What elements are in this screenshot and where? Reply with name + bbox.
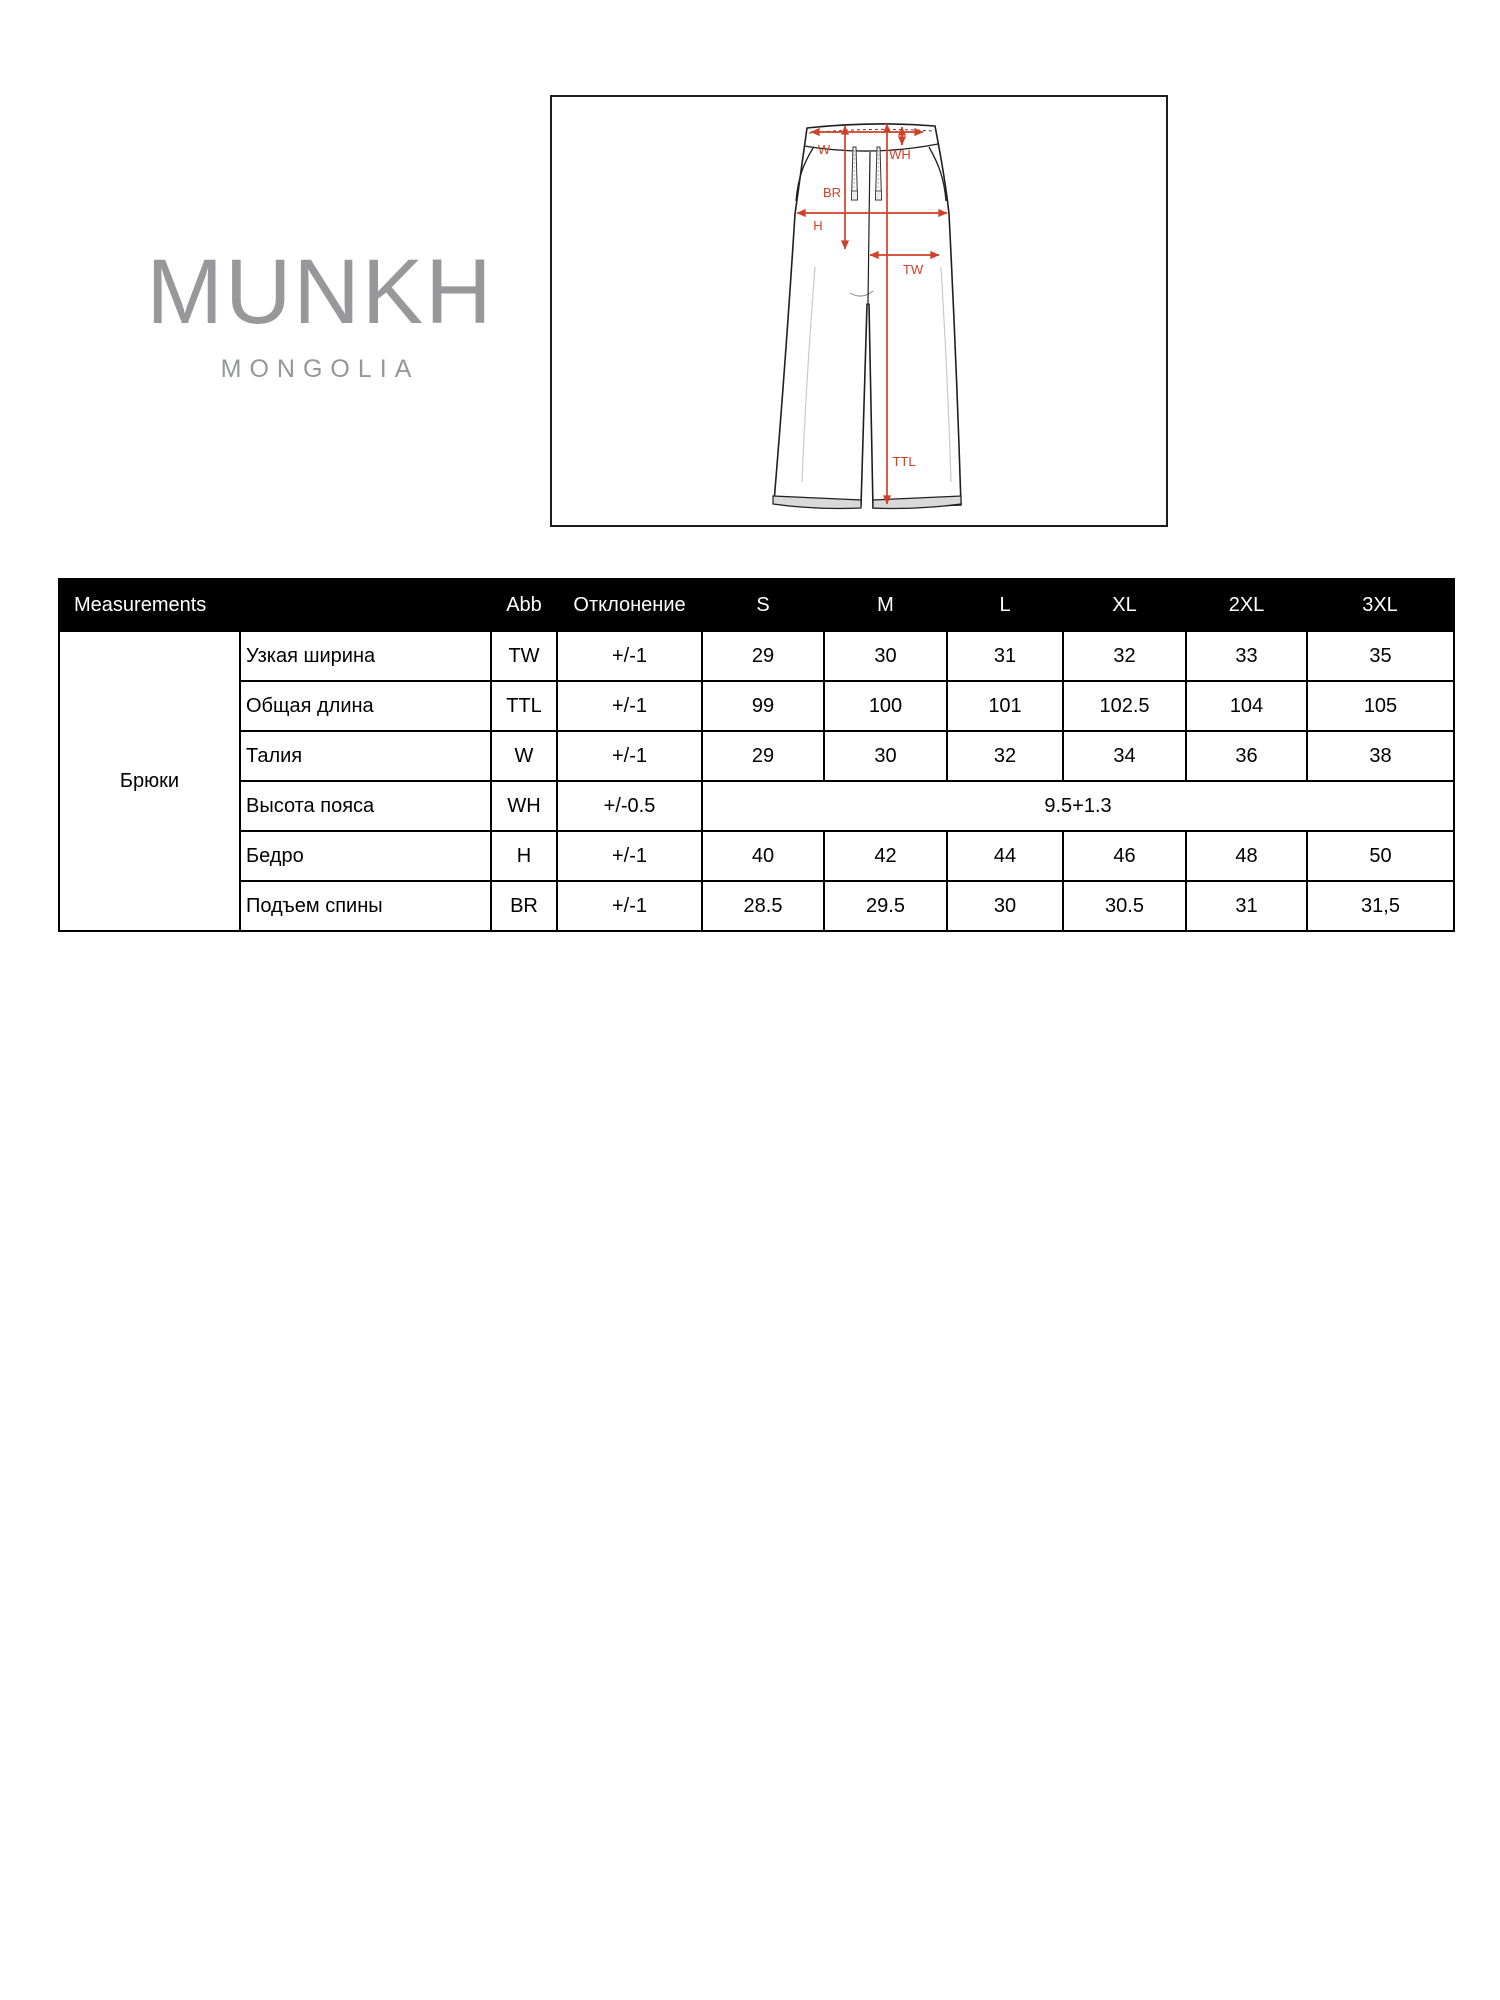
row-deviation: +/-0.5 bbox=[557, 781, 702, 831]
cell-value: 31 bbox=[1186, 881, 1307, 931]
cell-value: 104 bbox=[1186, 681, 1307, 731]
cell-value: 50 bbox=[1307, 831, 1454, 881]
cell-value: 29 bbox=[702, 731, 824, 781]
cell-value: 30 bbox=[947, 881, 1063, 931]
cell-value: 31,5 bbox=[1307, 881, 1454, 931]
cell-value: 100 bbox=[824, 681, 947, 731]
group-label: Брюки bbox=[59, 631, 240, 931]
table-row bbox=[59, 881, 1454, 931]
measurements-table bbox=[58, 578, 1455, 932]
drawstring-left bbox=[852, 147, 858, 200]
cell-value: 29 bbox=[702, 631, 824, 681]
cell-value: 101 bbox=[947, 681, 1063, 731]
row-name: Общая длина bbox=[240, 681, 491, 731]
cell-value: 34 bbox=[1063, 731, 1186, 781]
cell-value: 46 bbox=[1063, 831, 1186, 881]
cell-value: 29.5 bbox=[824, 881, 947, 931]
cell-value: 35 bbox=[1307, 631, 1454, 681]
table-row bbox=[59, 631, 1454, 681]
row-name: Бедро bbox=[240, 831, 491, 881]
header-size-3xl: 3XL bbox=[1307, 579, 1454, 631]
brand-logo bbox=[122, 241, 518, 384]
row-deviation: +/-1 bbox=[557, 681, 702, 731]
row-abb: W bbox=[491, 731, 557, 781]
cell-value: 38 bbox=[1307, 731, 1454, 781]
table-header-row bbox=[59, 579, 1454, 631]
cell-value: 32 bbox=[1063, 631, 1186, 681]
cell-value: 102.5 bbox=[1063, 681, 1186, 731]
cell-value: 40 bbox=[702, 831, 824, 881]
row-abb: WH bbox=[491, 781, 557, 831]
header-abb: Abb bbox=[491, 579, 557, 631]
table-row bbox=[59, 781, 1454, 831]
row-name: Высота пояса bbox=[240, 781, 491, 831]
cell-value: 48 bbox=[1186, 831, 1307, 881]
label-br: BR bbox=[822, 185, 842, 200]
cell-value: 105 bbox=[1307, 681, 1454, 731]
label-ttl: TTL bbox=[892, 454, 916, 469]
row-deviation: +/-1 bbox=[557, 831, 702, 881]
header-size-s: S bbox=[702, 579, 824, 631]
label-w: W bbox=[817, 142, 831, 157]
header-measurements: Measurements bbox=[59, 579, 491, 631]
table-row bbox=[59, 731, 1454, 781]
row-deviation: +/-1 bbox=[557, 881, 702, 931]
row-deviation: +/-1 bbox=[557, 631, 702, 681]
row-name: Талия bbox=[240, 731, 491, 781]
label-wh: WH bbox=[889, 147, 911, 162]
cell-value: 30.5 bbox=[1063, 881, 1186, 931]
pants-drawing bbox=[552, 97, 1165, 524]
row-deviation: +/-1 bbox=[557, 731, 702, 781]
table-row bbox=[59, 681, 1454, 731]
drawstring-right bbox=[876, 147, 882, 200]
table-row bbox=[59, 831, 1454, 881]
header-size-l: L bbox=[947, 579, 1063, 631]
row-name: Узкая ширина bbox=[240, 631, 491, 681]
row-name: Подъем спины bbox=[240, 881, 491, 931]
cell-value: 28.5 bbox=[702, 881, 824, 931]
row-abb: TW bbox=[491, 631, 557, 681]
brand-name: MUNKH bbox=[146, 241, 494, 343]
cell-merged-value: 9.5+1.3 bbox=[702, 781, 1454, 831]
row-abb: TTL bbox=[491, 681, 557, 731]
cell-value: 30 bbox=[824, 631, 947, 681]
label-h: H bbox=[813, 218, 823, 233]
cell-value: 30 bbox=[824, 731, 947, 781]
header-size-xl: XL bbox=[1063, 579, 1186, 631]
pants-diagram bbox=[550, 95, 1168, 527]
row-abb: H bbox=[491, 831, 557, 881]
cell-value: 32 bbox=[947, 731, 1063, 781]
brand-subtitle: MONGOLIA bbox=[220, 355, 420, 383]
pants-outline bbox=[774, 124, 961, 508]
cell-value: 44 bbox=[947, 831, 1063, 881]
label-tw: TW bbox=[902, 262, 924, 277]
cell-value: 42 bbox=[824, 831, 947, 881]
row-abb: BR bbox=[491, 881, 557, 931]
cell-value: 33 bbox=[1186, 631, 1307, 681]
cell-value: 36 bbox=[1186, 731, 1307, 781]
header-size-2xl: 2XL bbox=[1186, 579, 1307, 631]
header-deviation: Отклонение bbox=[557, 579, 702, 631]
header-size-m: M bbox=[824, 579, 947, 631]
cell-value: 99 bbox=[702, 681, 824, 731]
cell-value: 31 bbox=[947, 631, 1063, 681]
